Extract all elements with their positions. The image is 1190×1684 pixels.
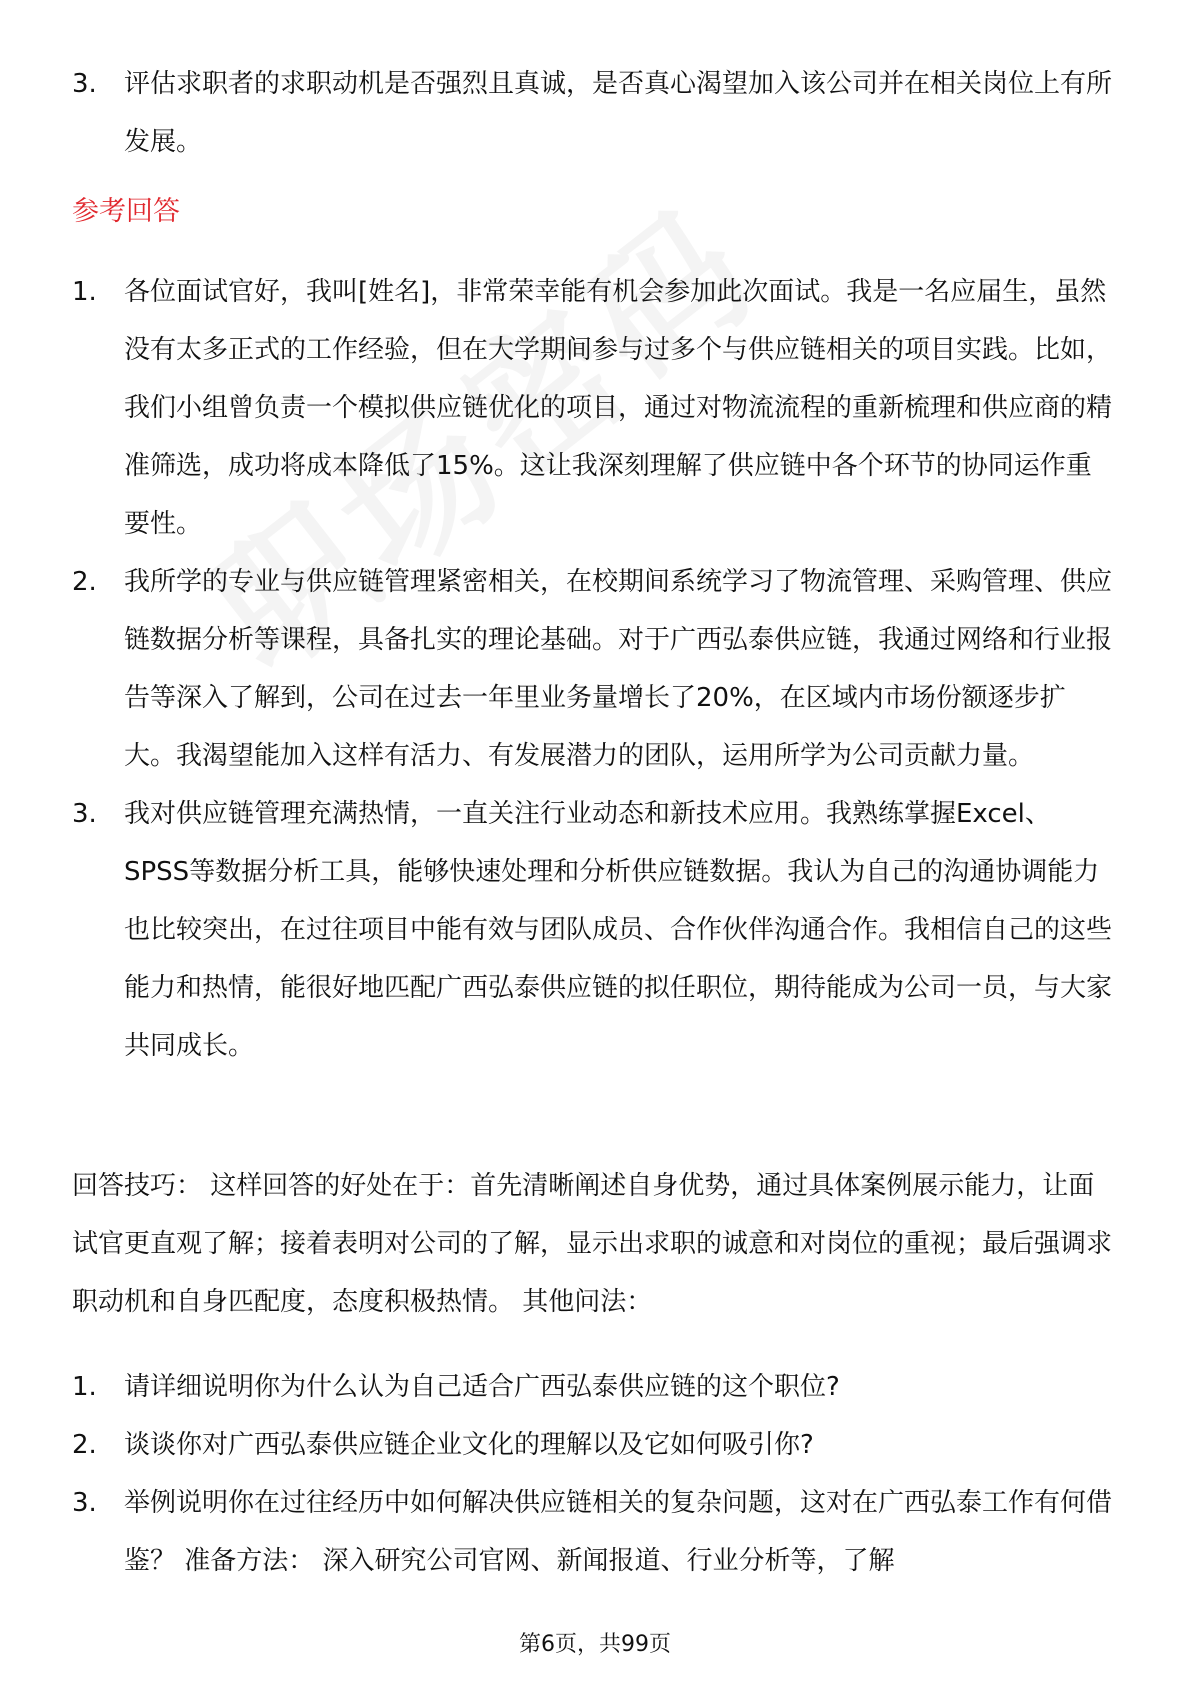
reference-answer-list xyxy=(72,263,1112,1075)
answer-tips-paragraph: 回答技巧： 这样回答的好处在于：首先清晰阐述自身优势，通过具体案例展示能力，让面试官更直观了解；接着表明对公司的了解，显示出求职的诚意和对岗位的重视；最后强调求职动机和自身匹配度，态度积极热情。 其他问法： xyxy=(72,1171,1113,1317)
list-text: 谈谈你对广西弘泰供应链企业文化的理解以及它如何吸引你? xyxy=(124,1430,814,1460)
list-number: 3. xyxy=(72,799,97,829)
list-item xyxy=(72,55,1112,171)
list-text: 举例说明你在过往经历中如何解决供应链相关的复杂问题，这对在广西弘泰工作有何借鉴？ 准备方法： 深入研究公司官网、新闻报道、行业分析等，了解 xyxy=(124,1488,1113,1576)
list-text: 评估求职者的求职动机是否强烈且真诚，是否真心渴望加入该公司并在相关岗位上有所发展。 xyxy=(124,69,1113,157)
list-text: 请详细说明你为什么认为自己适合广西弘泰供应链的这个职位? xyxy=(124,1372,840,1402)
list-text: 我所学的专业与供应链管理紧密相关，在校期间系统学习了物流管理、采购管理、供应链数据分析等课程，具备扎实的理论基础。对于广西弘泰供应链，我通过网络和行业报告等深入了解到，公司在过去一年里业务量增长了20%，在区域内市场份额逐步扩大。我渴望能加入这样有活力、有发展潜力的团队，运用所学为公司贡献力量。 xyxy=(124,567,1113,771)
list-text: 各位面试官好，我叫[姓名]，非常荣幸能有机会参加此次面试。我是一名应届生，虽然没有太多正式的工作经验，但在大学期间参与过多个与供应链相关的项目实践。比如，我们小组曾负责一个模拟供应链优化的项目，通过对物流流程的重新梳理和供应商的精准筛选，成功将成本降低了15%。这让我深刻理解了供应链中各个环节的协同运作重要性。 xyxy=(124,277,1113,539)
list-number: 2. xyxy=(72,567,97,597)
list-number: 3. xyxy=(72,69,97,99)
list-item xyxy=(72,263,1112,553)
list-item xyxy=(72,1358,1112,1416)
list-item xyxy=(72,553,1112,785)
list-item xyxy=(72,1474,1112,1590)
list-item xyxy=(72,785,1112,1075)
list-number: 1. xyxy=(72,1372,97,1402)
list-number: 2. xyxy=(72,1430,97,1460)
list-number: 3. xyxy=(72,1488,97,1518)
list-text: 我对供应链管理充满热情，一直关注行业动态和新技术应用。我熟练掌握Excel、SPSS等数据分析工具，能够快速处理和分析供应链数据。我认为自己的沟通协调能力也比较突出，在过往项目中能有效与团队成员、合作伙伴沟通合作。我相信自己的这些能力和热情，能很好地匹配广西弘泰供应链的拟任职位，期待能成为公司一员，与大家共同成长。 xyxy=(124,799,1113,1061)
list-number: 1. xyxy=(72,277,97,307)
page-footer: 第6页，共99页 xyxy=(519,1632,671,1657)
evaluation-list xyxy=(72,55,1112,171)
other-questions-list xyxy=(72,1358,1112,1590)
section-heading-reference-answer: 参考回答 xyxy=(72,196,180,227)
list-item xyxy=(72,1416,1112,1474)
